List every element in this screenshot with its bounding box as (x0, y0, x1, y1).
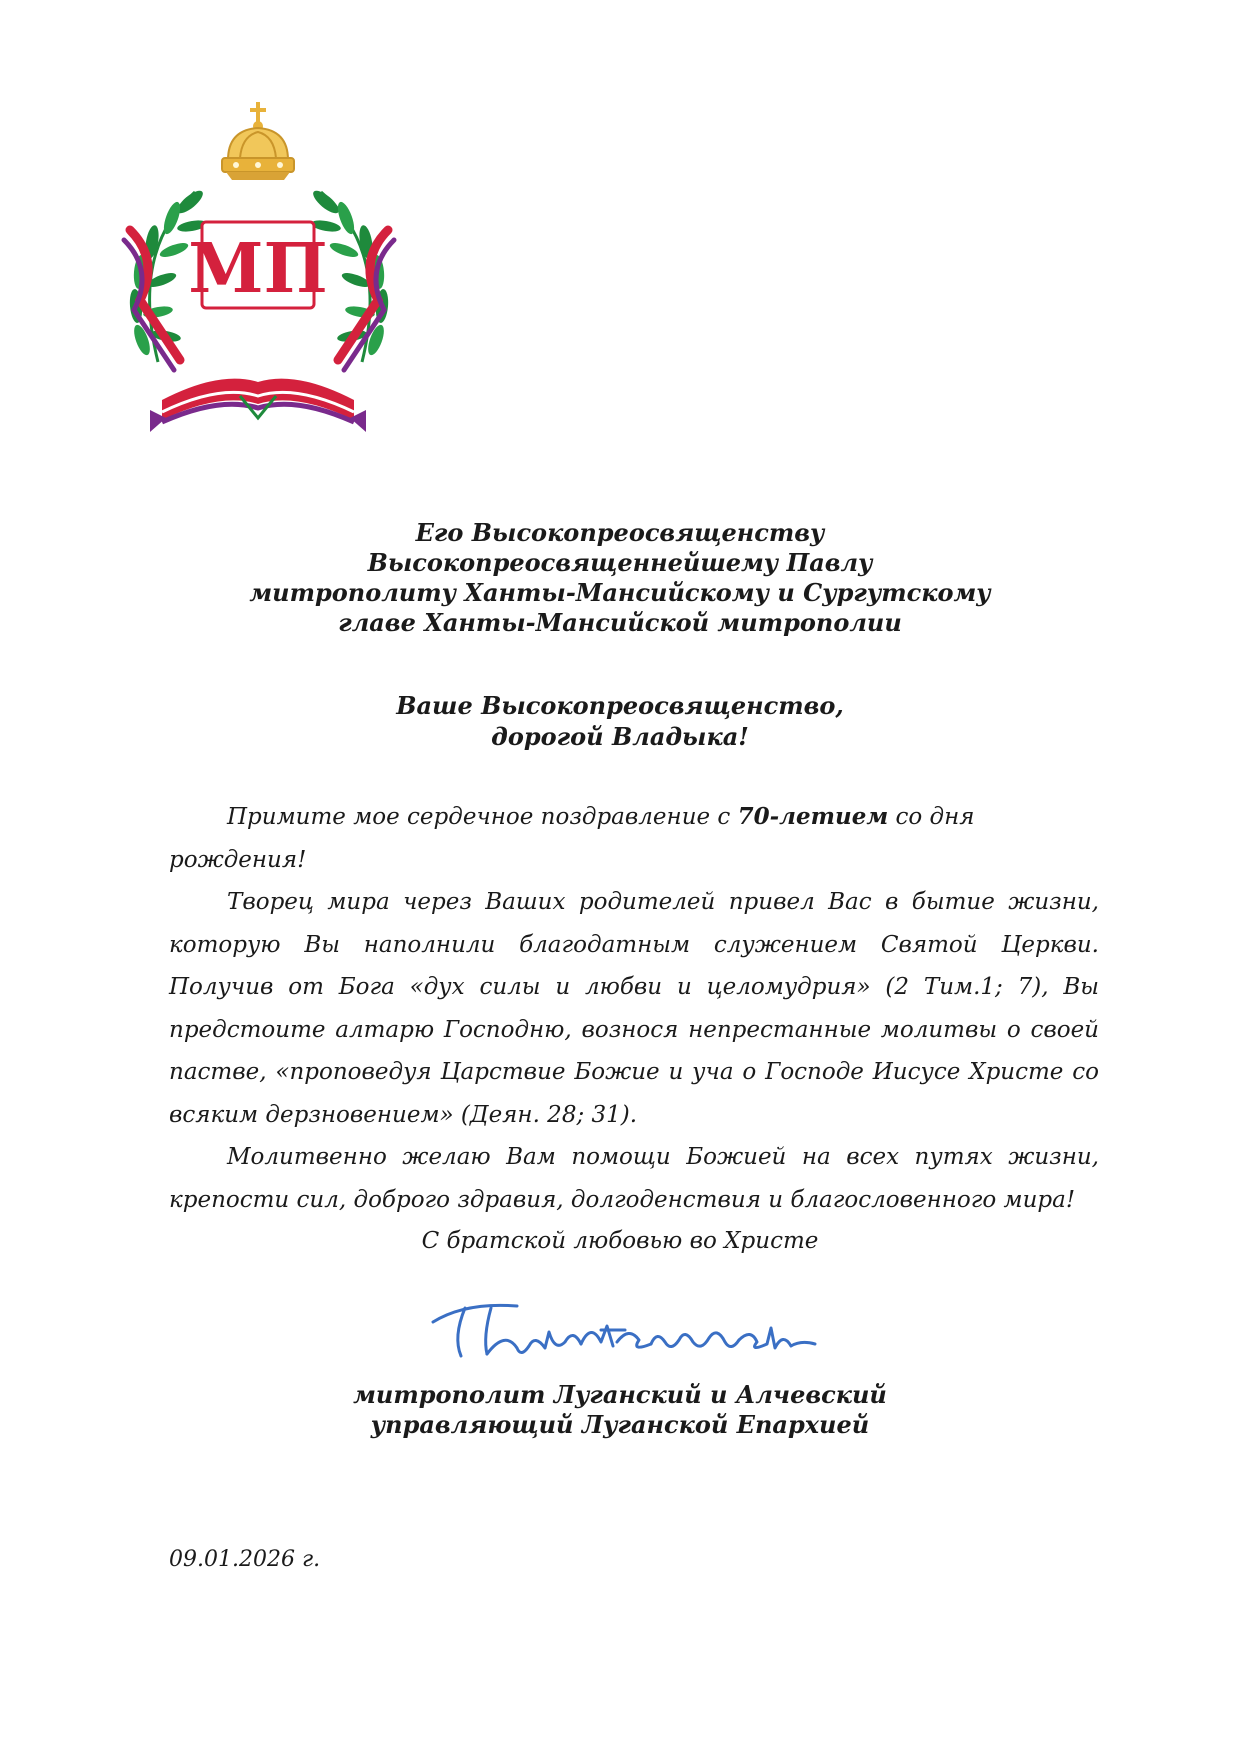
addressee-block (170, 518, 1070, 638)
salutation (170, 690, 1070, 752)
monogram-mp (188, 222, 328, 309)
body-paragraph (169, 796, 1099, 881)
signer-block (170, 1380, 1070, 1440)
monogram-text: МП (188, 229, 328, 309)
salutation-line: Ваше Высокопреосвященство, (396, 691, 844, 720)
salutation-line: дорогой Владыка! (491, 722, 749, 751)
body-text-fragment: Примите мое сердечное поздравление с (227, 804, 738, 830)
addressee-line: Его Высокопреосвященству (415, 518, 825, 547)
signer-line: митрополит Луганский и Алчевский (353, 1380, 887, 1409)
handwritten-signature (425, 1282, 825, 1377)
addressee-line: митрополиту Ханты-Мансийскому и Сургутскому (249, 578, 991, 607)
signer-line: управляющий Луганской Епархией (370, 1410, 870, 1439)
bottom-ribbon (150, 379, 366, 432)
crown-icon (222, 102, 294, 180)
body-text-fragment: со дня рождения! (169, 804, 975, 873)
anniversary-highlight: 70-летием (737, 803, 889, 830)
body-paragraph: Творец мира через Ваших родителей привел Вас в бытие жизни, которую Вы наполнили благодатным служением Святой Церкви. Получив от Бога «дух силы и любви и целомудрия» (2 Тим.1; 7), Вы предстоите алтарю Господню, вознося непрестанные молитвы о своей пастве, «проповедуя Царствие Божие и уча о Господе Иисусе Христе со всяким дерзновением» (Деян. 28; 31). (169, 889, 1099, 1128)
closing-line: С братской любовью во Христе (421, 1228, 819, 1254)
addressee-line: Высокопреосвященнейшему Павлу (367, 548, 873, 577)
body-paragraph: Молитвенно желаю Вам помощи Божией на всех путях жизни, крепости сил, доброго здравия, долгоденствия и благословенного мира! (169, 1144, 1099, 1213)
moscow-patriarchate-emblem-logo (100, 100, 420, 445)
letter-body (169, 796, 1099, 1221)
letter-date: 09.01.2026 г. (169, 1547, 321, 1572)
addressee-line: главе Ханты-Мансийской митрополии (338, 608, 902, 637)
